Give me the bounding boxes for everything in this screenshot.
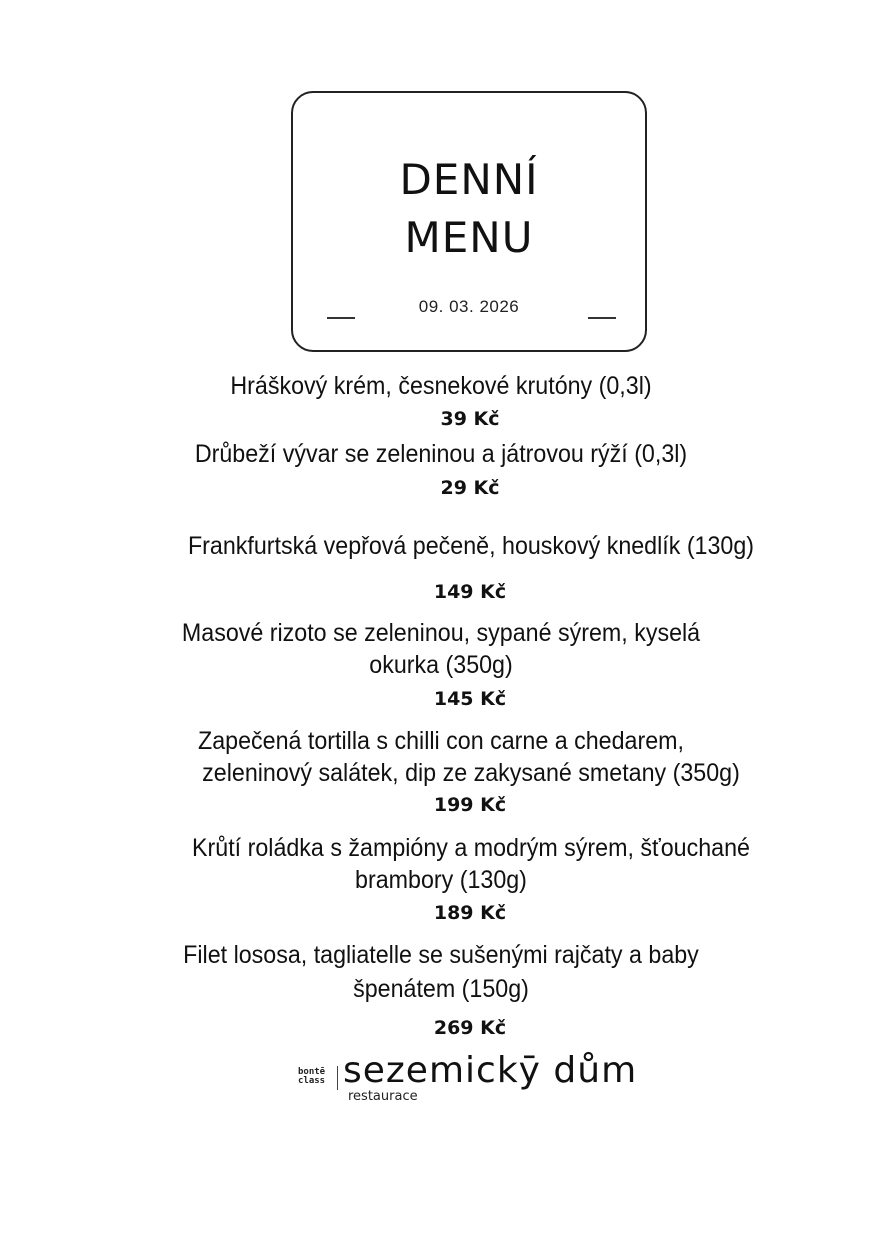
menu-item-price: 149 Kč	[433, 581, 507, 603]
menu-item-price: 39 Kč	[440, 408, 500, 430]
menu-item-name-line2: brambory (130g)	[355, 866, 527, 894]
restaurant-logo	[298, 1050, 668, 1112]
title-line-2: MENU	[404, 213, 534, 262]
menu-item-name-line2: špenátem (150g)	[353, 975, 529, 1003]
page-title	[293, 151, 645, 267]
menu-item-name-line2: zeleninový salátek, dip ze zakysané smetany (350g)	[202, 759, 740, 787]
menu-item-name-line2: okurka (350g)	[369, 651, 513, 679]
menu-item-price: 189 Kč	[433, 902, 507, 924]
logo-main-text: sezemickȳ dům	[343, 1050, 638, 1091]
title-line-1: DENNÍ	[399, 155, 539, 204]
menu-item-name: Hráškový krém, česnekové krutóny (0,3l)	[230, 372, 652, 400]
menu-item-price: 145 Kč	[433, 688, 507, 710]
menu-item-name-line1: Masové rizoto se zeleninou, sypané sýrem, kyselá	[181, 619, 701, 647]
menu-item-name: Drůbeží vývar se zeleninou a játrovou rýží (0,3l)	[194, 440, 688, 468]
menu-item-price: 199 Kč	[433, 794, 507, 816]
menu-header-box	[291, 91, 647, 352]
logo-small-line1: bontē	[298, 1067, 326, 1077]
date-row	[293, 297, 645, 321]
menu-date: 09. 03. 2026	[418, 297, 520, 316]
logo-divider	[337, 1066, 338, 1090]
menu-item-price: 29 Kč	[440, 477, 500, 499]
menu-item-price: 269 Kč	[433, 1017, 507, 1039]
logo-brand-small	[298, 1068, 325, 1086]
dash-decoration-left	[327, 317, 355, 319]
menu-item-name-line1: Filet lososa, tagliatelle se sušenými rajčaty a baby	[183, 941, 699, 969]
menu-item-name-line1: Zapečená tortilla s chilli con carne a chedarem,	[198, 727, 684, 755]
menu-item-name: Frankfurtská vepřová pečeně, houskový knedlík (130g)	[187, 532, 755, 560]
logo-small-line2: class	[298, 1076, 326, 1086]
logo-subtitle: restaurace	[348, 1089, 418, 1104]
dash-decoration-right	[588, 317, 616, 319]
menu-item-name-line1: Krůtí roládka s žampióny a modrým sýrem, šťouchané	[192, 834, 750, 862]
